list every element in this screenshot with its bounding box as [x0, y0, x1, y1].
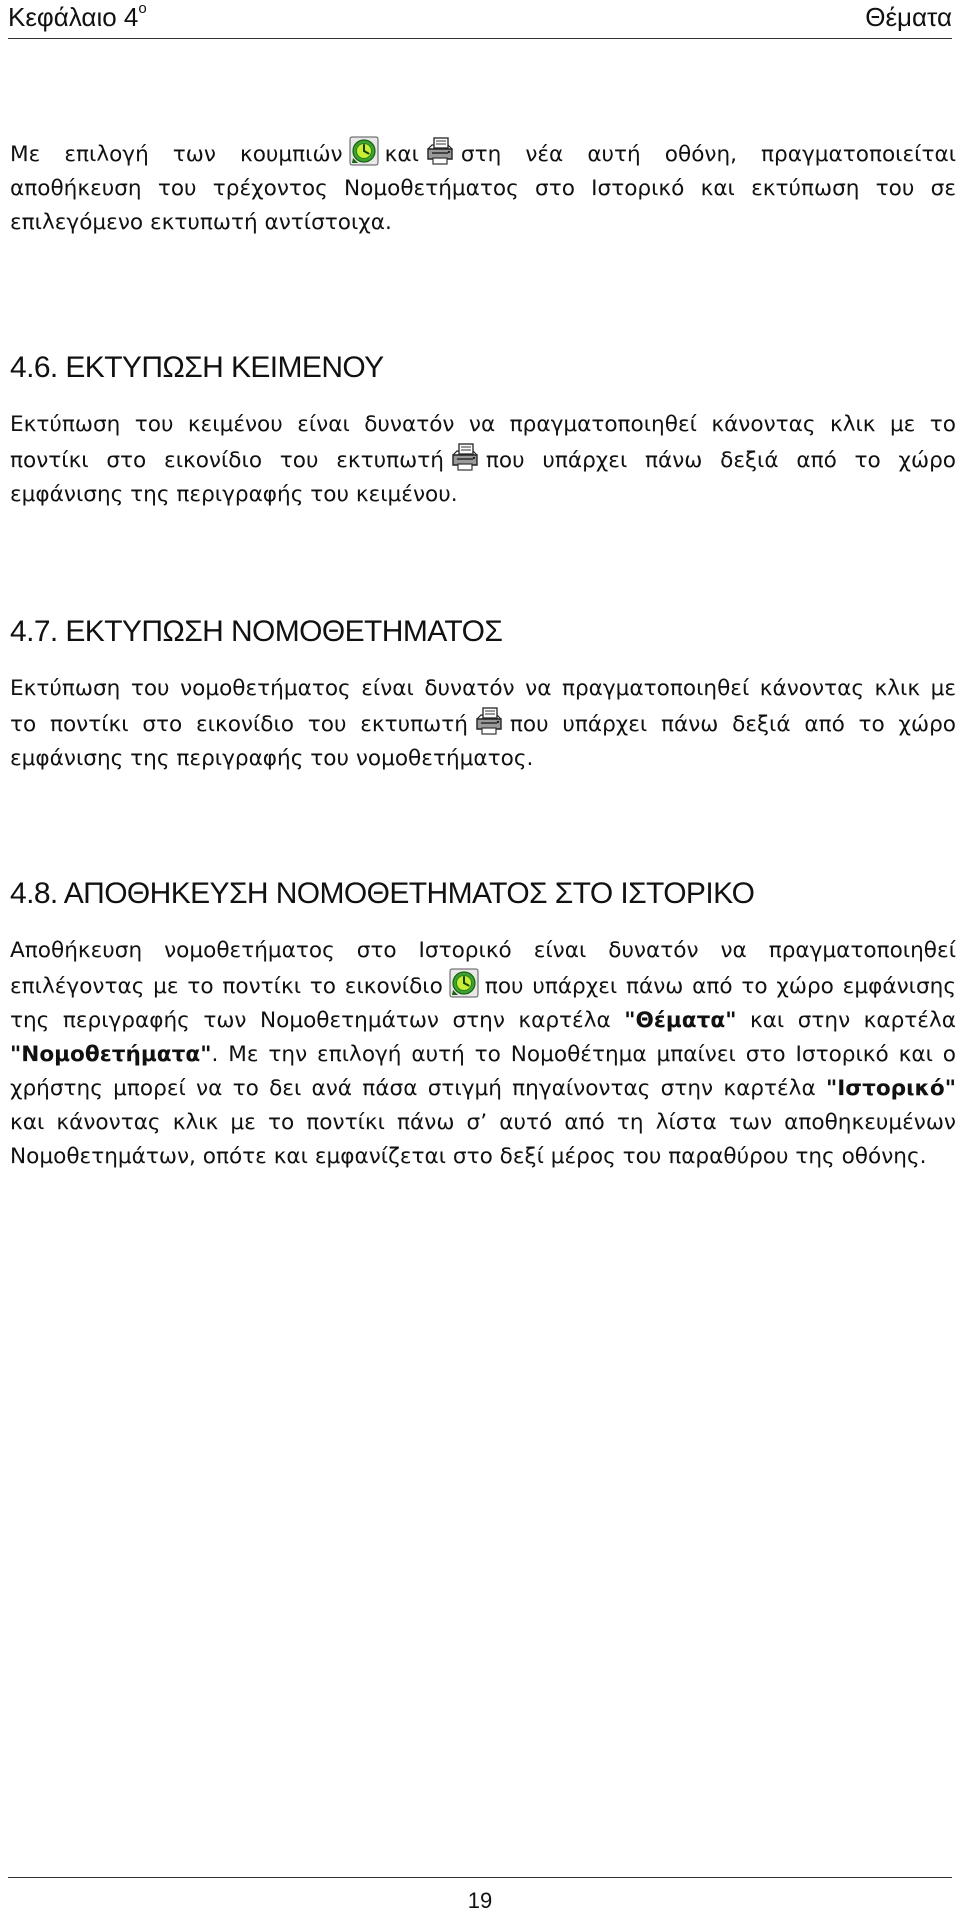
- printer-icon: [474, 706, 504, 736]
- section-4-6-heading: 4.6. ΕΚΤΥΠΩΣΗ ΚΕΙΜΕΝΟΥ: [10, 351, 384, 384]
- printer-icon: [425, 136, 455, 166]
- section-4-7-paragraph: [10, 672, 956, 776]
- section-4-6-text-2: που υπάρχει πάνω δεξιά από το χώρο εμφάνισης της περιγραφής του κειμένου.: [10, 448, 956, 507]
- section-4-7: [10, 612, 956, 776]
- section-4-8: [10, 874, 956, 1174]
- section-4-7-text-2: που υπάρχει πάνω δεξιά από το χώρο εμφάνισης της περιγραφής του νομοθετήματος.: [10, 712, 956, 771]
- section-4-6-paragraph: [10, 408, 956, 512]
- page-header: [8, 2, 952, 39]
- intro-text-1: Με επιλογή των κουμπιών: [10, 142, 343, 167]
- chapter-title: [8, 2, 147, 33]
- section-4-8-text-2: που υπάρχει πάνω από το χώρο εμφάνισης της περιγραφής των Νομοθετημάτων στην καρτέλα: [10, 974, 956, 1033]
- chapter-superscript: ο: [138, 0, 147, 18]
- page-number: 19: [467, 1888, 493, 1913]
- intro-text-3: στη νέα αυτή οθόνη, πραγματοποιείται αποθήκευση του τρέχοντος Νομοθετήματος στο Ιστορικό και εκτύπωση του σε επιλεγόμενο εκτυπωτή αντίστοιχα.: [10, 142, 956, 235]
- intro-paragraph: [10, 136, 956, 240]
- intro-text-2: και: [384, 142, 419, 167]
- section-4-7-text-1: Εκτύπωση του νομοθετήματος είναι δυνατόν να πραγματοποιηθεί κάνοντας κλικ με το ποντίκι στο εικονίδιο του εκτυπωτή: [10, 676, 956, 737]
- section-title: Θέματα: [865, 2, 952, 32]
- footer-rule: [8, 1877, 952, 1878]
- intro-block: [10, 136, 956, 240]
- section-4-7-heading: 4.7. ΕΚΤΥΠΩΣΗ ΝΟΜΟΘΕΤΗΜΑΤΟΣ: [10, 615, 503, 648]
- tab-name-themata: "Θέματα": [624, 1008, 737, 1033]
- section-4-6: [10, 348, 956, 512]
- printer-icon: [450, 442, 480, 472]
- tab-name-nomothetimata: "Νομοθετήματα": [10, 1042, 212, 1067]
- section-4-8-text-1: Αποθήκευση νομοθετήματος στο Ιστορικό είναι δυνατόν να πραγματοποιηθεί επιλέγοντας με το ποντίκι το εικονίδιο: [10, 938, 956, 999]
- tab-name-istoriko: "Ιστορικό": [825, 1076, 956, 1101]
- section-4-8-text-4: . Με την επιλογή αυτή το Νομοθέτημα μπαίνει στο Ιστορικό και ο χρήστης μπορεί να το δει ανά πάσα στιγμή πηγαίνοντας στην καρτέλα: [10, 1042, 956, 1101]
- section-4-8-paragraph: [10, 934, 956, 1174]
- section-4-8-text-5: και κάνοντας κλικ με το ποντίκι πάνω σ’ αυτό από τη λίστα των αποθηκευμένων Νομοθετημάτων, οπότε και εμφανίζεται στο δεξί μέρος του παραθύρου της οθόνης.: [10, 1110, 956, 1169]
- chapter-label: Κεφάλαιο 4: [8, 2, 139, 32]
- section-4-8-heading: 4.8. ΑΠΟΘΗΚΕΥΣΗ ΝΟΜΟΘΕΤΗΜΑΤΟΣ ΣΤΟ ΙΣΤΟΡΙΚΟ: [10, 877, 755, 910]
- section-4-6-text-1: Εκτύπωση του κειμένου είναι δυνατόν να πραγματοποιηθεί κάνοντας κλικ με το ποντίκι στο εικονίδιο του εκτυπωτή: [10, 412, 956, 473]
- save-history-icon: [349, 136, 379, 166]
- section-4-8-text-3: και στην καρτέλα: [749, 1008, 956, 1033]
- save-history-icon: [449, 968, 479, 998]
